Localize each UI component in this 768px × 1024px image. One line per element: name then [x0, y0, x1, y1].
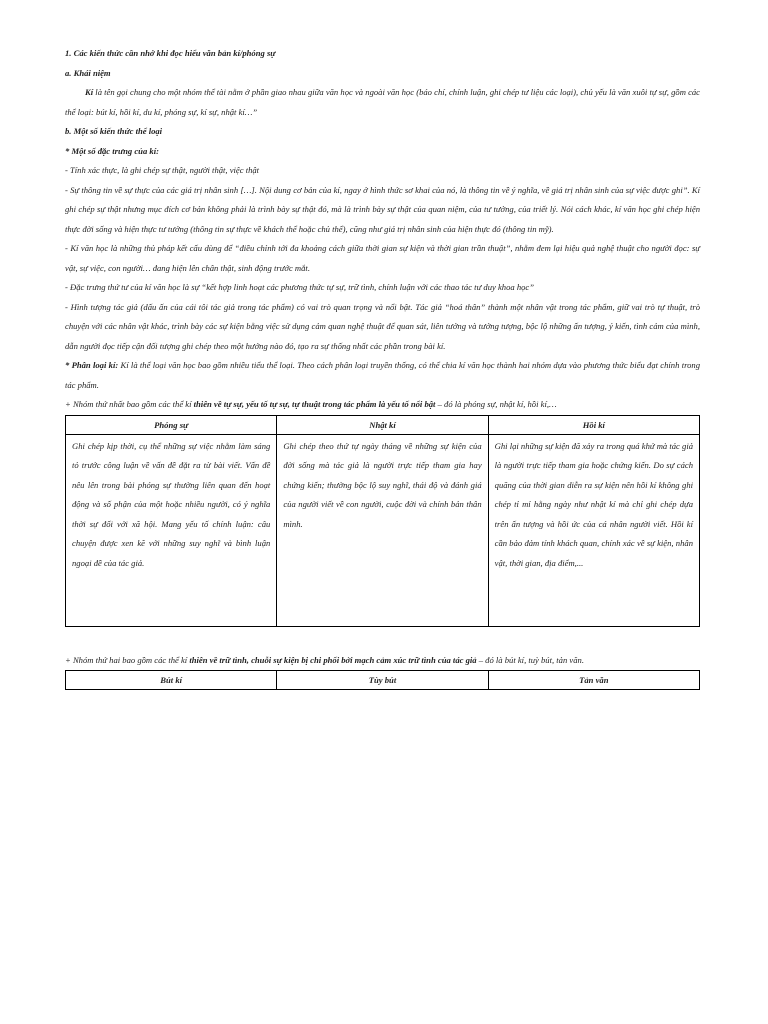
- feature-item: - Đặc trưng thứ tư của kí văn học là sự “kết hợp linh hoạt các phương thức tự sự, trữ tình, chính luận với các thao tác tư duy khoa học”: [65, 282, 535, 292]
- features-heading: * Một số đặc trưng của kí:: [65, 145, 159, 156]
- cell-text: Ghi chép kịp thời, cụ thể những sự việc nhằm làm sáng tỏ trước công luận về vấn đề đặt ra từ bài viết. Vấn đề nêu lên trong bài phóng sự thường liên quan đến hoạt động và số phận của một hoặc nhiều người, có ý nghĩa thời sự đối với xã hội. Mang yếu tố chính luận: câu chuyện được xen kẽ với những suy nghĩ và bình luận ngoại đề của tác giả.: [72, 440, 271, 568]
- classify-paragraph: [65, 356, 700, 395]
- group1-pre: + Nhóm thứ nhất bao gồm các thể kí: [65, 399, 194, 409]
- narrative-genres-table: [65, 415, 700, 627]
- group1-intro: [65, 395, 700, 415]
- concept-paragraph: [65, 83, 700, 122]
- classify-heading: * Phân loại kí:: [65, 360, 119, 370]
- feature-item: - Kí văn học là những thủ pháp kết cấu dùng để “điều chỉnh tới đa khoảng cách giữa thời gian sự kiện và thời gian trần thuật”, nhằm đem lại hiệu quả nghệ thuật cho người đọc: sự vật, sự việc, con người… đang hiện lên chân thật, sinh động trước mắt.: [65, 243, 700, 273]
- concept-text: là tên gọi chung cho một nhóm thể tài nằm ở phần giao nhau giữa văn học và ngoài văn học (báo chí, chính luận, ghi chép tư liệu các loại), chủ yếu là văn xuôi tự sự, gồm các thể loại: bút kí, hồi kí, du kí, phóng sự, kí sự, nhật kí…”: [65, 87, 700, 117]
- group2-pre: + Nhóm thứ hai bao gồm các thể kí: [65, 654, 190, 665]
- document-page: [65, 44, 700, 690]
- feature-item: - Sự thông tin về sự thực của các giá trị nhân sinh […]. Nội dung cơ bản của kí, ngay ở hình thức sơ khai của nó, là thông tin về ý nghĩa, về giá trị nhân sinh của sự việc được ghi”. Kí ghi chép sự thật nhưng mục đích cơ bản không phải là trình bày sự thật đó, mà là trình bày sự thật của quan niệm, của tư tưởng, của triết lý. Nói cách khác, kí văn học ghi chép hiện thực đời sống và hiện thực tư tưởng (thông tin sự thực về khách thể hoặc chủ thể), cũng như giá trị nhân sinh của hiện thực đó (thông tin mỹ).: [65, 184, 700, 234]
- feature-item: - Hình tượng tác giả (dấu ấn của cái tôi tác giả trong tác phẩm) có vai trò quan trọng và nổi bật. Tác giả “hoá thân” thành một nhân vật trong tác phẩm, giữ vai trò tự thuật, trò chuyện với các nhân vật khác, trình bày các sự kiện bằng việc sử dụng cảm quan nghệ thuật để quan sát, liên tưởng và tưởng tượng, bộc lộ những ấn tượng, ý kiến, tình cảm của mình, dẫn người đọc tiếp cận đối tượng ghi chép theo một hướng nào đó, tạo ra sự thống nhất các phần trong bài kí.: [65, 301, 700, 351]
- table-header: Nhật kí: [277, 415, 488, 434]
- feature-item: - Tính xác thực, là ghi chép sự thật, người thật, việc thật: [65, 165, 260, 175]
- classify-text: Kí là thể loại văn học bao gồm nhiều tiểu thể loại. Theo cách phân loại truyền thống, có thể chia kí văn học thành hai nhóm dựa vào phương thức biểu đạt chính trong tác phẩm.: [65, 360, 700, 390]
- cell-text: Ghi chép theo thứ tự ngày tháng về những sự kiện của đời sống mà tác giả là người trực tiếp tham gia hay chứng kiến; thường bộc lộ suy nghĩ, thái độ và đánh giá của người viết về con người, cuộc đời và chính bản thân mình.: [283, 440, 482, 529]
- group2-post: – đó là bút kí, tuỳ bút, tản văn.: [476, 654, 584, 665]
- table-header: Tùy bút: [277, 671, 488, 690]
- lyrical-genres-table: [65, 670, 700, 690]
- table-header: Phóng sự: [66, 415, 277, 434]
- concept-term: Kí: [85, 87, 94, 97]
- table-cell: [277, 434, 488, 626]
- table-header: Bút kí: [66, 671, 277, 690]
- subsection-concept: a. Khái niệm: [65, 67, 111, 78]
- cell-text: Ghi lại những sự kiện đã xảy ra trong quá khứ mà tác giả là người trực tiếp tham gia hoặc chứng kiến. Do sự cách quãng của thời gian diễn ra sự kiện nên hồi kí không ghi chép tỉ mỉ hằng ngày như nhật kí mà chỉ ghi chép dựa trên ấn tượng và hồi ức của cá nhân người viết. Hồi kí cần bảo đảm tính khách quan, chính xác về sự kiện, nhân vật, thời gian, địa điểm,...: [494, 440, 693, 568]
- table-cell: [66, 434, 277, 626]
- group2-bold: thiên về trữ tình, chuỗi sự kiện bị chi phối bởi mạch cảm xúc trữ tình của tác giả: [189, 654, 477, 665]
- table-cell: [488, 434, 699, 626]
- subsection-genre: b. Một số kiến thức thể loại: [65, 126, 163, 136]
- section-heading: 1. Các kiến thức cần nhớ khi đọc hiểu văn bản kí/phóng sự: [65, 48, 276, 58]
- table-header: Hồi kí: [488, 415, 699, 434]
- group2-intro: [65, 651, 700, 671]
- group1-post: – đó là phóng sự, nhật kí, hồi kí,…: [435, 399, 557, 409]
- table-header: Tản văn: [488, 671, 699, 690]
- group1-bold: thiên về tự sự, yếu tố tự sự, tự thuật trong tác phẩm là yếu tố nổi bật: [193, 399, 436, 409]
